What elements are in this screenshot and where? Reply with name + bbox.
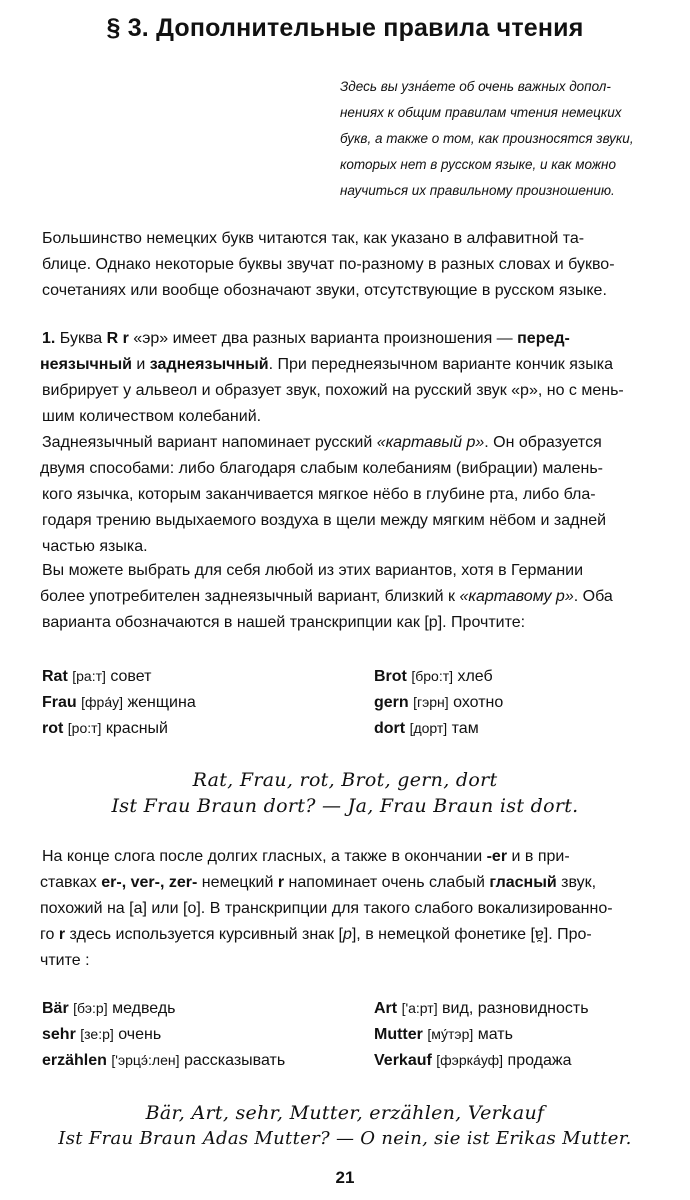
intro-line: нениях к общим правилам чтения немецких: [340, 105, 622, 120]
text-run: немецкий: [197, 874, 278, 891]
paragraph-letter-r: [42, 326, 668, 430]
translation: продажа: [507, 1052, 572, 1069]
text-run: здесь используется курсивный знак [: [65, 926, 343, 943]
translation: совет: [110, 668, 152, 685]
text-run: ставках: [40, 874, 102, 891]
paragraph-line: вибрирует у альвеол и образует звук, похожий на русский звук «р», но с мень-: [42, 382, 624, 399]
transcription: [бэ:р]: [73, 1000, 108, 1016]
german-word: Bär: [42, 1000, 69, 1017]
text-run: Буква: [55, 330, 107, 347]
paragraph-intro: [42, 226, 668, 304]
item-number: 1.: [42, 330, 56, 347]
intro-note: [340, 74, 680, 204]
transcription: [дорт]: [409, 720, 448, 736]
german-word: Brot: [374, 668, 407, 685]
translation: мать: [477, 1026, 513, 1043]
translation: там: [451, 720, 479, 737]
term-italic: «картавому р»: [459, 588, 574, 605]
text-run: На конце слога после долгих гласных, а также в окончании: [42, 848, 487, 865]
intro-line: Здесь вы узна́ете об очень важных допол-: [340, 79, 611, 94]
paragraph-line: Большинство немецких букв читаются так, как указано в алфавитной та-: [42, 230, 585, 247]
paragraph-line: частью языка.: [42, 538, 148, 555]
page-number: 21: [335, 1168, 355, 1187]
vocab-entry: [42, 1047, 285, 1074]
text-run: . Оба: [573, 588, 613, 605]
vocab-entry: [42, 663, 151, 690]
translation: очень: [118, 1026, 162, 1043]
paragraph-line: варианта обозначаются в нашей транскрипции как [р]. Прочтите:: [42, 614, 526, 631]
translation: женщина: [127, 694, 196, 711]
vocab-entry: [374, 995, 589, 1022]
paragraph-line: кого язычка, которым заканчивается мягкое нёбо в глубине рта, либо бла-: [42, 486, 596, 503]
german-word: gern: [374, 694, 409, 711]
vocab-entry: [42, 715, 168, 742]
handwritten-practice-2: [0, 1100, 690, 1152]
handwritten-practice-1: [0, 767, 690, 819]
german-word: Mutter: [374, 1026, 423, 1043]
handwritten-line: Ist Frau Braun Adas Mutter? — O nein, sie ist Erikas Mutter.: [58, 1128, 632, 1149]
paragraph-line: похожий на [а] или [о]. В транскрипции для такого слабого вокализированно-: [40, 900, 613, 917]
paragraph-vocalized-r: [42, 844, 668, 974]
transcription: [ро:т]: [67, 720, 102, 736]
paragraph-line: Вы можете выбрать для себя любой из этих вариантов, хотя в Германии: [42, 562, 584, 579]
paragraph-line: [40, 584, 668, 610]
vocab-entry: [374, 1047, 571, 1074]
translation: охотно: [453, 694, 504, 711]
german-word: Art: [374, 1000, 398, 1017]
text-run: звук,: [556, 874, 597, 891]
paragraph-line: блице. Однако некоторые буквы звучат по-разному в разных словах и букво-: [42, 256, 615, 273]
paragraph-line: сочетаниях или вообще обозначают звуки, отсутствующие в русском языке.: [42, 282, 607, 299]
text-run: и в при-: [507, 848, 570, 865]
paragraph-line: [40, 922, 668, 948]
term-bold: r: [277, 874, 285, 891]
paragraph-line: чтите :: [40, 952, 90, 969]
text-run: Заднеязычный вариант напоминает русский: [42, 434, 377, 451]
transcription: [ра:т]: [72, 668, 106, 684]
term-bold: r: [58, 926, 66, 943]
paragraph-line: годаря трению выдыхаемого воздуха в щели между мягким нёбом и задней: [42, 512, 607, 529]
term-bold: -er: [486, 848, 508, 865]
german-word: Verkauf: [374, 1052, 432, 1069]
vocab-row: [42, 1047, 668, 1073]
handwritten-line: Rat, Frau, rot, Brot, gern, dort: [192, 769, 498, 791]
handwritten-line: Ist Frau Braun dort? — Ja, Frau Braun ist dort.: [111, 795, 579, 817]
vocab-row: [42, 995, 668, 1021]
german-word: erzählen: [42, 1052, 107, 1069]
letter-term: R r: [106, 330, 129, 347]
paragraph-choice: [42, 558, 668, 636]
vocab-entry: [374, 663, 493, 690]
section-title: § 3. Дополнительные правила чтения: [106, 14, 584, 42]
term-bold: гласный: [489, 874, 557, 891]
term-bold: неязычный: [40, 356, 132, 373]
paragraph-back-r: [42, 430, 668, 560]
paragraph-line: [40, 870, 668, 896]
intro-line: букв, а также о том, как произносятся звуки,: [340, 131, 634, 146]
transcription: [му́тэр]: [427, 1026, 474, 1042]
term-italic: «картавый р»: [376, 434, 485, 451]
text-run: . Он образуется: [484, 434, 602, 451]
vocab-row: [42, 715, 668, 741]
transcription: ['эрцэ́:лен]: [111, 1052, 180, 1068]
translation: красный: [105, 720, 168, 737]
transcription: [фра́у]: [81, 694, 123, 710]
german-word: Rat: [42, 668, 68, 685]
paragraph-line: двумя способами: либо благодаря слабым колебаниям (вибрации) малень-: [40, 460, 604, 477]
transcription: ['а:рт]: [401, 1000, 438, 1016]
transcription: [гэрн]: [413, 694, 449, 710]
text-run: . При переднеязычном варианте кончик языка: [268, 356, 613, 373]
transcription: [бро:т]: [411, 668, 454, 684]
translation: медведь: [112, 1000, 176, 1017]
paragraph-line: [42, 430, 668, 456]
vocab-entry: [374, 689, 503, 716]
text-run: более употребителен заднеязычный вариант, близкий к: [40, 588, 460, 605]
term-bold: перед-: [517, 330, 570, 347]
translation: хлеб: [457, 668, 493, 685]
paragraph-line: [42, 844, 668, 870]
translation: рассказывать: [183, 1052, 286, 1069]
term-bold: er-, ver-, zer-: [101, 874, 198, 891]
vocab-entry: [42, 689, 196, 716]
text-run: «эр» имеет два разных варианта произношения —: [128, 330, 518, 347]
vocab-table-2: [42, 995, 668, 1073]
paragraph-line: [40, 352, 668, 378]
vocab-row: [42, 1021, 668, 1047]
vocab-row: [42, 663, 668, 689]
vocab-entry: [374, 1021, 513, 1048]
german-word: sehr: [42, 1026, 76, 1043]
intro-line: которых нет в русском языке, и как можно: [340, 157, 616, 172]
text-run: ], в немецкой фонетике [ɐ̯]. Про-: [351, 926, 592, 943]
paragraph-line: шим количеством колебаний.: [42, 408, 262, 425]
term-bold: заднеязычный: [149, 356, 269, 373]
transcription: [зе:р]: [80, 1026, 114, 1042]
vocab-entry: [374, 715, 479, 742]
text-run: го: [40, 926, 59, 943]
vocab-entry: [42, 1021, 161, 1048]
text-run: напоминает очень слабый: [284, 874, 490, 891]
intro-line: научиться их правильному произношению.: [340, 183, 615, 198]
handwritten-line: Bär, Art, sehr, Mutter, erzählen, Verkauf: [145, 1102, 545, 1124]
german-word: dort: [374, 720, 406, 737]
vocab-table-1: [42, 663, 668, 741]
term-italic: р: [342, 926, 352, 943]
vocab-entry: [42, 995, 175, 1022]
paragraph-line: [42, 326, 668, 352]
german-word: Frau: [42, 694, 77, 711]
transcription: [фэрка́уф]: [436, 1052, 504, 1068]
translation: вид, разновидность: [442, 1000, 589, 1017]
vocab-row: [42, 689, 668, 715]
german-word: rot: [42, 720, 64, 737]
text-run: и: [131, 356, 150, 373]
